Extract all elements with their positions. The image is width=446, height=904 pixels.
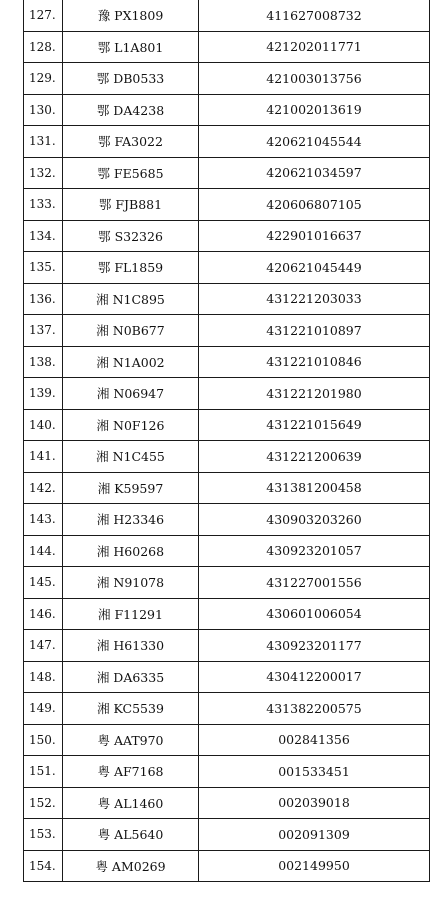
row-number-cell: 146. [24,598,63,630]
table-row [24,504,430,536]
row-number-cell: 150. [24,724,63,756]
row-number-cell: 130. [24,94,63,126]
registration-number-cell: 002149950 [199,850,430,882]
row-number-cell: 141. [24,441,63,473]
row-number-cell: 145. [24,567,63,599]
license-plate-cell: 粤 AL1460 [63,787,199,819]
table-row [24,661,430,693]
table-row [24,283,430,315]
row-number-cell: 149. [24,693,63,725]
table-row [24,346,430,378]
registration-number-cell: 431221203033 [199,283,430,315]
registration-number-cell: 431381200458 [199,472,430,504]
license-plate-cell: 湘 DA6335 [63,661,199,693]
license-plate-cell: 粤 AAT970 [63,724,199,756]
table-row [24,535,430,567]
license-plate-cell: 湘 N91078 [63,567,199,599]
table-row [24,315,430,347]
license-plate-cell: 湘 F11291 [63,598,199,630]
row-number-cell: 135. [24,252,63,284]
row-number-cell: 137. [24,315,63,347]
registration-number-cell: 430601006054 [199,598,430,630]
row-number-cell: 144. [24,535,63,567]
registration-number-cell: 430412200017 [199,661,430,693]
registration-number-cell: 431221201980 [199,378,430,410]
row-number-cell: 151. [24,756,63,788]
row-number-cell: 143. [24,504,63,536]
table-row [24,0,430,31]
license-plate-cell: 粤 AF7168 [63,756,199,788]
registration-number-cell: 431221010897 [199,315,430,347]
table-row [24,378,430,410]
license-plate-cell: 鄂 S32326 [63,220,199,252]
table-row [24,441,430,473]
row-number-cell: 139. [24,378,63,410]
table-row [24,850,430,882]
table-body [24,0,430,882]
license-plate-cell: 湘 H60268 [63,535,199,567]
row-number-cell: 148. [24,661,63,693]
table-row [24,630,430,662]
row-number-cell: 129. [24,63,63,95]
table-row [24,693,430,725]
registration-number-cell: 430903203260 [199,504,430,536]
license-plate-cell: 湘 H61330 [63,630,199,662]
table-row [24,598,430,630]
registration-number-cell: 431221200639 [199,441,430,473]
table-row [24,63,430,95]
table-row [24,126,430,158]
row-number-cell: 142. [24,472,63,504]
table-row [24,567,430,599]
registration-number-cell: 430923201057 [199,535,430,567]
license-plate-cell: 鄂 FA3022 [63,126,199,158]
license-plate-cell: 湘 N06947 [63,378,199,410]
row-number-cell: 128. [24,31,63,63]
license-plate-cell: 鄂 FL1859 [63,252,199,284]
registration-number-cell: 411627008732 [199,0,430,31]
registration-number-cell: 431382200575 [199,693,430,725]
row-number-cell: 153. [24,819,63,851]
row-number-cell: 147. [24,630,63,662]
license-plate-cell: 湘 N1A002 [63,346,199,378]
table-row [24,94,430,126]
registration-number-cell: 421003013756 [199,63,430,95]
license-plate-cell: 鄂 L1A801 [63,31,199,63]
table-row [24,220,430,252]
registration-number-cell: 421202011771 [199,31,430,63]
registration-number-cell: 002091309 [199,819,430,851]
table-row [24,157,430,189]
registration-number-cell: 430923201177 [199,630,430,662]
license-plate-cell: 鄂 FJB881 [63,189,199,221]
license-plate-cell: 粤 AM0269 [63,850,199,882]
license-plate-cell: 湘 N1C895 [63,283,199,315]
license-plate-cell: 湘 KC5539 [63,693,199,725]
row-number-cell: 132. [24,157,63,189]
table-row [24,252,430,284]
registration-number-cell: 431221015649 [199,409,430,441]
license-plate-cell: 湘 N0B677 [63,315,199,347]
registration-number-cell: 431221010846 [199,346,430,378]
table-row [24,189,430,221]
table-row [24,756,430,788]
table-row [24,472,430,504]
row-number-cell: 131. [24,126,63,158]
license-plate-cell: 豫 PX1809 [63,0,199,31]
registration-number-cell: 420621034597 [199,157,430,189]
registration-number-cell: 002039018 [199,787,430,819]
registration-number-cell: 420621045449 [199,252,430,284]
row-number-cell: 152. [24,787,63,819]
table-row [24,787,430,819]
table-row [24,819,430,851]
row-number-cell: 127. [24,0,63,31]
registration-number-cell: 421002013619 [199,94,430,126]
license-plate-cell: 鄂 DA4238 [63,94,199,126]
row-number-cell: 134. [24,220,63,252]
license-plate-cell: 鄂 DB0533 [63,63,199,95]
license-plate-cell: 鄂 FE5685 [63,157,199,189]
table-row [24,31,430,63]
table-row [24,409,430,441]
license-plate-cell: 湘 H23346 [63,504,199,536]
license-plate-cell: 粤 AL5640 [63,819,199,851]
license-plate-cell: 湘 N1C455 [63,441,199,473]
license-plate-cell: 湘 N0F126 [63,409,199,441]
registration-number-cell: 420606807105 [199,189,430,221]
row-number-cell: 133. [24,189,63,221]
registration-number-cell: 420621045544 [199,126,430,158]
vehicle-list-table [23,0,430,882]
row-number-cell: 138. [24,346,63,378]
row-number-cell: 136. [24,283,63,315]
registration-number-cell: 431227001556 [199,567,430,599]
row-number-cell: 154. [24,850,63,882]
registration-number-cell: 002841356 [199,724,430,756]
license-plate-cell: 湘 K59597 [63,472,199,504]
registration-number-cell: 422901016637 [199,220,430,252]
registration-number-cell: 001533451 [199,756,430,788]
row-number-cell: 140. [24,409,63,441]
table-row [24,724,430,756]
